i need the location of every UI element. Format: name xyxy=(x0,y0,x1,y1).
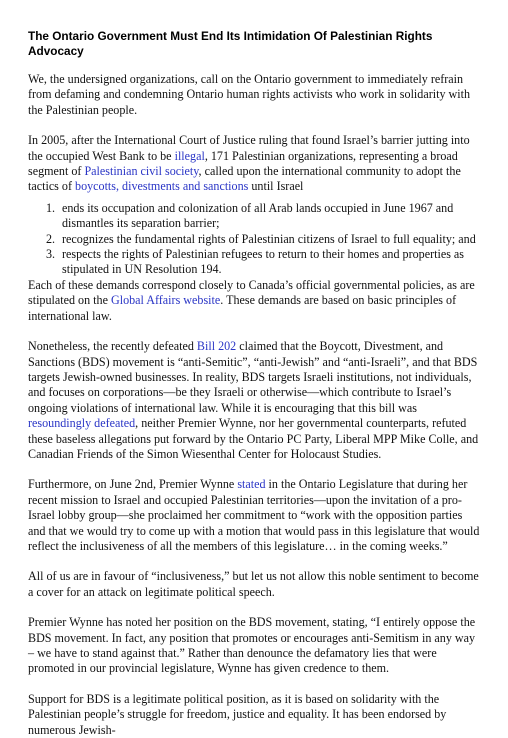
bds-call-paragraph xyxy=(28,133,480,195)
wynne-position-paragraph: Premier Wynne has noted her position on the BDS movement, stating, “I entirely oppose the BDS movement. In fact, any position that promotes or encourages anti-Semitism in any way – we have to stand against that.” Rather than denounce the defamatory lies that were promoted in our provincial legislature, Wynne has given credence to them. xyxy=(28,615,476,676)
inclusiveness-paragraph: All of us are in favour of “inclusiveness,” but let us not allow this noble sentiment to become a cover for an attack on legitimate political speech. xyxy=(28,569,479,599)
list-item xyxy=(28,247,480,278)
bill-202-link[interactable]: Bill 202 xyxy=(196,339,237,354)
demands-list xyxy=(28,201,480,278)
list-number: 2. xyxy=(46,231,56,246)
wynne-statement-paragraph xyxy=(28,477,480,554)
list-item-text: respects the rights of Palestinian refugees to return to their homes and properties as stipulated in UN Resolution 194. xyxy=(62,247,464,277)
resoundingly-defeated-link[interactable]: resoundingly defeated xyxy=(28,416,136,431)
text-span: Nonetheless, the recently defeated xyxy=(28,339,197,354)
global-affairs-link[interactable]: Global Affairs website xyxy=(110,293,221,308)
text-span: Each of these demands correspond closely to Canada’s official governmental policies, as are stipulated on the xyxy=(28,277,475,308)
bill-202-paragraph xyxy=(28,339,480,462)
canada-policy-paragraph xyxy=(28,278,480,324)
document-title: The Ontario Government Must End Its Intimidation Of Palestinian Rights Advocacy xyxy=(28,29,433,58)
text-span: in the Ontario Legislature that during her recent mission to Israel and occupied Palestinian territories—upon the invitation of a pro-Israel lobby group—she proclaimed her commitment to “work with the opposition parties and that we would try to come up with a motion that would pass in this legislature that would reflect the inclusiveness of all the members of this legislature… in the coming weeks.” xyxy=(28,477,480,553)
list-item-text: ends its occupation and colonization of all Arab lands occupied in June 1967 and dismantles its separation barrier; xyxy=(62,200,454,231)
text-span: . These demands are based on basic principles of international law. xyxy=(28,293,457,323)
civil-society-link[interactable]: Palestinian civil society xyxy=(84,164,199,179)
list-item xyxy=(28,201,480,232)
text-span: , neither Premier Wynne, nor her governmental counterparts, refuted these baseless allegations put forward by the Ontario PC Party, Liberal MPP Mike Colle, and Canadian Friends of the Simon Wiesenthal Center for Holocaust Studies. xyxy=(28,416,479,461)
stated-link[interactable]: stated xyxy=(237,477,266,492)
text-span: claimed that the Boycott, Divestment, and Sanctions (BDS) movement is “anti-Semitic”, “anti-Jewish” and “anti-Israeli”, and that BDS targets Jewish-owned businesses. In reality, BDS targets Israeli institutions, not individuals, and focuses on corporations—be they Israeli or otherwise—which contribute to Israel’s ongoing violations of international law. While it is encouraging that this bill was xyxy=(28,339,478,415)
list-item xyxy=(28,232,480,247)
support-bds-paragraph: Support for BDS is a legitimate political position, as it is based on solidarity with the Palestinian people’s struggle for freedom, justice and equality. It has been endorsed by numerous Jewish- xyxy=(28,691,447,737)
text-span: , called upon the international community to adopt the tactics of xyxy=(28,164,461,194)
text-span: Furthermore, on June 2nd, Premier Wynne xyxy=(28,477,238,492)
text-span: , 171 Palestinian organizations, representing a broad segment of xyxy=(28,148,458,179)
text-span: In 2005, after the International Court of Justice ruling that found Israel’s barrier jutting into the occupied West Bank to be xyxy=(28,133,470,163)
list-item-text: recognizes the fundamental rights of Palestinian citizens of Israel to full equality; and xyxy=(62,231,476,246)
bds-link[interactable]: boycotts, divestments and sanctions xyxy=(75,179,249,194)
list-number: 3. xyxy=(46,247,56,262)
list-number: 1. xyxy=(46,200,56,215)
intro-paragraph: We, the undersigned organizations, call on the Ontario government to immediately refrain from defaming and condemning Ontario human rights activists who work in solidarity with the Palestinian people. xyxy=(28,72,471,117)
text-span: until Israel xyxy=(248,179,304,194)
illegal-link[interactable]: illegal xyxy=(174,148,205,163)
